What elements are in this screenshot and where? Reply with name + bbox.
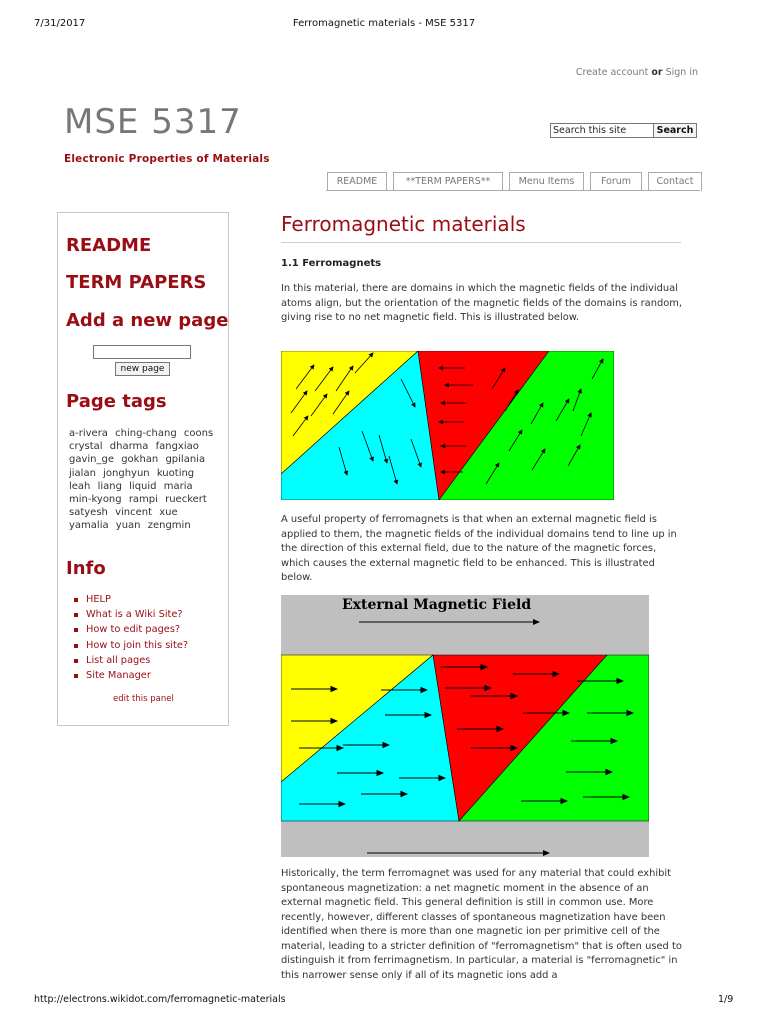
tag-link[interactable]: jonghyun (103, 467, 150, 479)
tag-link[interactable]: liquid (129, 480, 157, 492)
tab-term-papers[interactable]: **TERM PAPERS** (393, 172, 503, 191)
edit-panel-link[interactable]: edit this panel (113, 694, 174, 704)
sidebar-readme-link[interactable]: README (66, 235, 152, 256)
tag-link[interactable]: yuan (115, 520, 141, 532)
tag-link[interactable]: ching-chang (115, 428, 177, 439)
print-title: Ferromagnetic materials - MSE 5317 (292, 18, 476, 29)
paragraph-external-field: A useful property of ferromagnets is that when an external magnetic field is applied to them, the magnetic fields of the individual domains tend to line up in the direction of this external field, due to the nature of the magnetic forces, which causes the external magnetic field to be enhanced. This is illustrated below. (281, 514, 677, 583)
info-edit-pages-link[interactable]: How to edit pages? (72, 622, 188, 637)
info-site-manager-link[interactable]: Site Manager (72, 668, 188, 683)
title-divider (281, 242, 681, 243)
tag-link[interactable]: coons (183, 428, 214, 439)
tag-link[interactable]: jialan (69, 467, 96, 479)
tag-link[interactable]: yamalia (69, 520, 109, 532)
info-list (72, 592, 188, 683)
tag-link[interactable]: vincent (115, 507, 153, 519)
tag-link[interactable]: fangxiao (155, 441, 199, 453)
tag-link[interactable]: liang (97, 480, 122, 492)
account-links (560, 67, 698, 78)
info-list-pages-link[interactable]: List all pages (72, 653, 188, 668)
domains-aligned-figure (281, 595, 649, 857)
tag-link[interactable]: crystal (69, 441, 103, 453)
tag-link[interactable]: a-rivera (69, 428, 108, 439)
new-page-input[interactable] (93, 345, 191, 359)
tag-link[interactable]: xue (159, 507, 178, 519)
print-date: 7/31/2017 (34, 18, 86, 29)
sign-in-link[interactable]: Sign in (665, 67, 698, 78)
external-field-band-bottom (281, 821, 649, 857)
sidebar-page-tags-heading: Page tags (66, 391, 167, 412)
sidebar-term-papers-link[interactable]: TERM PAPERS (66, 272, 207, 293)
account-or: or (651, 67, 663, 78)
new-page-button[interactable]: new page (115, 362, 170, 376)
tag-link[interactable]: gavin_ge (69, 454, 115, 466)
tag-link[interactable]: gokhan (121, 454, 159, 466)
tab-forum[interactable]: Forum (590, 172, 642, 191)
tab-menu-items[interactable]: Menu Items (509, 172, 584, 191)
info-help-link[interactable]: HELP (72, 592, 188, 607)
tag-link[interactable]: min-kyong (69, 494, 122, 506)
print-page-number: 1/9 (718, 994, 734, 1005)
search-button[interactable]: Search (653, 123, 697, 138)
tag-link[interactable]: kuoting (156, 467, 195, 479)
site-title[interactable]: MSE 5317 (64, 102, 242, 142)
nav-underline (326, 190, 700, 191)
tag-link[interactable]: dharma (109, 441, 149, 453)
info-join-site-link[interactable]: How to join this site? (72, 638, 188, 653)
print-url: http://electrons.wikidot.com/ferromagnetic-materials (34, 994, 286, 1005)
create-account-link[interactable]: Create account (575, 67, 649, 78)
tag-link[interactable]: gpilania (165, 454, 206, 466)
tag-link[interactable]: rampi (128, 494, 158, 506)
tag-cloud (69, 427, 221, 533)
tag-link[interactable]: satyesh (69, 507, 108, 519)
sidebar-info-heading: Info (66, 558, 106, 579)
tab-contact[interactable]: Contact (648, 172, 702, 191)
page-title: Ferromagnetic materials (281, 212, 526, 236)
section-heading: 1.1 Ferromagnets (281, 258, 382, 269)
tag-link[interactable]: leah (69, 480, 91, 492)
tag-link[interactable]: maria (163, 480, 193, 492)
sidebar-add-page-heading: Add a new page (66, 310, 229, 331)
external-field-label: External Magnetic Field (342, 597, 532, 613)
site-subtitle: Electronic Properties of Materials (64, 153, 270, 165)
paragraph-intro: In this material, there are domains in which the magnetic fields of the individual atoms align, but the orientation of the magnetic fields of the domains is random, giving rise to no net magnetic field. This is illustrated below. (281, 283, 683, 323)
tag-link[interactable]: rueckert (165, 494, 207, 506)
tab-readme[interactable]: README (327, 172, 387, 191)
info-wiki-site-link[interactable]: What is a Wiki Site? (72, 607, 188, 622)
tag-link[interactable]: zengmin (147, 520, 191, 532)
domains-random-figure (281, 351, 614, 500)
paragraph-history: Historically, the term ferromagnet was used for any material that could exhibit spontaneous magnetization: a net magnetic moment in the absence of an external magnetic field. This general definition is still in common use. More recently, however, different classes of spontaneous magnetization have been identified when there is more than one magnetic ion per primitive cell of the material, leading to a stricter definition of "ferromagnetism" that is often used to distinguish it from ferrimagnetism. In particular, a material is "ferromagnetic" in this narrower sense only if all of its magnetic ions add a (281, 868, 682, 981)
search-input[interactable]: Search this site (550, 123, 654, 138)
